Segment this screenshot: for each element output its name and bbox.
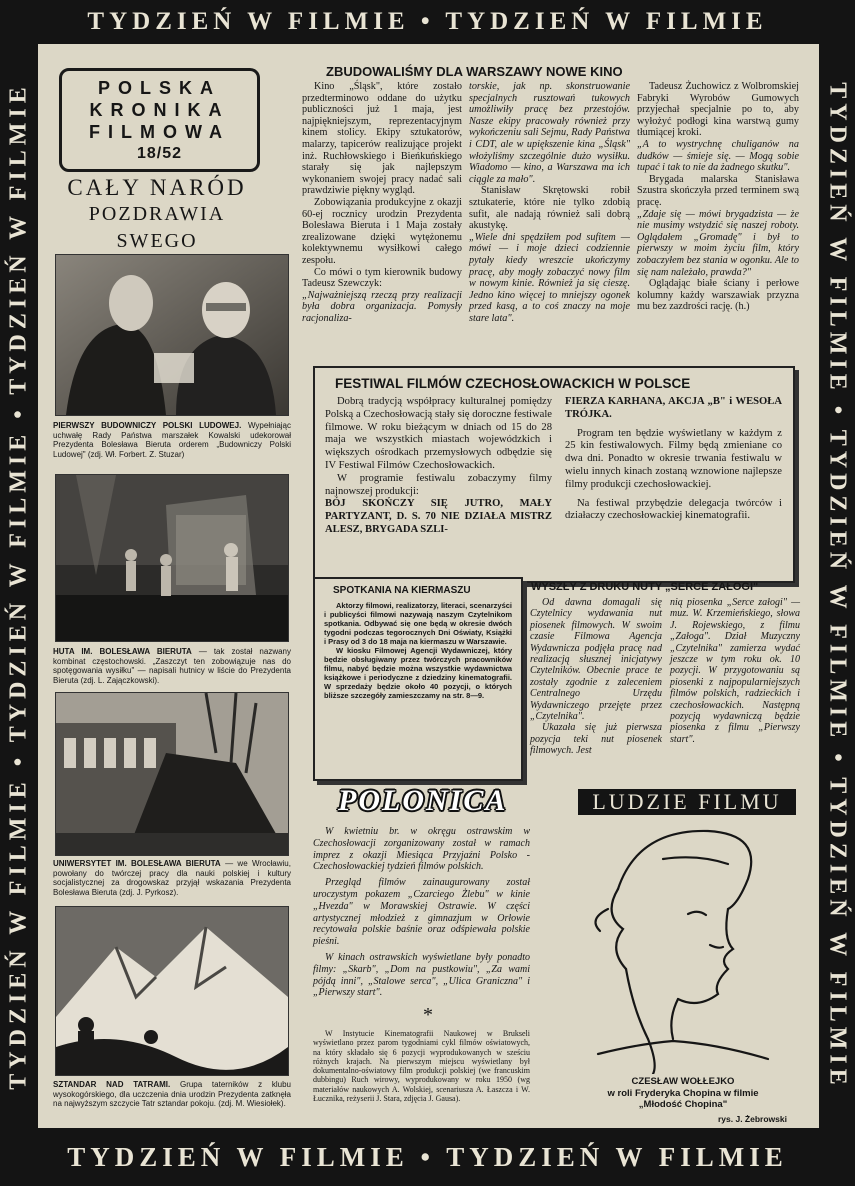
kino-column-3 (637, 81, 799, 313)
polonica-paragraph: W Instytucie Kinematografii Naukowej w Brukseli wyświetlano przez parom tygodniami cykl filmów oświatowych, na który składało się 6 pozycji wyprodukowanych w sześciu różnych krajach. Na pierwszym miejscu wyświetlany był dokumentalno-oświatowy film produkcji polskiej (we francuskim dubbingu) Ruch wirowy, wyprodukowany w roku 1950 (wg materiałów naukowych A. Wolskiej, scenariusza A. Łaszcza i W. Łucznika, reżyserii J. Stara, zdjęcia J. Gausa). (313, 1029, 530, 1104)
photo-steelworks (55, 474, 289, 642)
article-title-festival: FESTIWAL FILMÓW CZECHOSŁOWACKICH W POLSCE (335, 376, 691, 391)
page-content (38, 44, 819, 1128)
frame-bottom-text: TYDZIEŃ W FILMIE • TYDZIEŃ W FILMIE (67, 1141, 788, 1172)
festival-film-list: FIERZA KARHANA, AKCJA „B" i WESOŁA TRÓJKA. (565, 396, 782, 420)
caption-2 (53, 647, 291, 685)
nuty-text: nią piosenka „Serce załogi" — muz. W. Krzemieńskiego, słowa J. Rojewskiego, z filmu „Załoga". Dział Muzyczny „Czytelnika" zamierza wydać jeszcze w tym roku ok. 10 pozycji. W przygotowaniu są piosenki z najpopularniejszych filmów polskich, radzieckich i czechosłowackich. Następną pozycją wydawniczą będzie piosenka z filmu „Pierwszy start". (670, 597, 800, 745)
article-title-nuty: WYSZŁY Z DRUKU NUTY „SERCE ZAŁOGI" (531, 581, 759, 593)
kino-paragraph: Kino „Śląsk", które zostało przedterminowo oddane do użytku publiczności już 1 maja, jest najpiękniejszym, reprezentacyjnym kinem stolicy. Ekipy sztukatorów, malarzy, tapicerów realizujące projekt inż. Ruchłowskiego i Bieńkuńskiego starały się jak najlepszym wykonaniem swojej pracy nadać sali prawdziwie piękny wygląd. (302, 81, 462, 197)
nuty-text: Ukazała się już pierwsza pozycja teki nut piosenek filmowych. Jest (530, 722, 662, 757)
kino-paragraph: Oglądając białe ściany i perłowe kolumny każdy warszawiak przyzna mu bez zazdrości rację. (h.) (637, 278, 799, 313)
caption-4 (53, 1080, 291, 1109)
photo-president-decoration (55, 254, 289, 416)
role-name: Fryderyka Chopina (634, 1087, 722, 1099)
polonica-paragraph: W kwietniu br. w okręgu ostrawskim w Czechosłowacji zorganizowany został w ramach imprez z okazji Miesiąca Przyjaźni Polsko - Czechosłowackiej tydzień filmów polskich. (313, 826, 530, 873)
illustrator-credit: rys. J. Żebrowski (718, 1114, 787, 1124)
portrait-caption (558, 1076, 808, 1111)
festival-column-1 (325, 396, 552, 537)
nuty-column-1 (530, 597, 662, 757)
frame-right-text: TYDZIEŃ W FILMIE • TYDZIEŃ W FILMIE • TYDZIEŃ W FILMIE (824, 82, 851, 1090)
festival-film-list: BÓJ SKOŃCZY SIĘ JUTRO, MAŁY PARTYZANT, D. S. 70 NIE DZIAŁA MISTRZ ALESZ, BRYGADA SZLI- (325, 498, 552, 535)
caption-1 (53, 421, 291, 459)
ludzie-filmu-header: LUDZIE FILMU (578, 789, 796, 815)
film-title: „Młodość Chopina" (638, 1099, 728, 1110)
caption-title: SZTANDAR NAD TATRAMI. (53, 1080, 171, 1089)
issue-number: 18/52 (136, 145, 183, 162)
caption-word: w filmie (723, 1087, 759, 1099)
headline-line: CAŁY NARÓD (67, 175, 247, 200)
caption-3 (53, 859, 291, 897)
kino-quote: „Najważniejszą rzeczą przy realizacji była dobra organizacja. Pomysły racjonaliza- (302, 289, 462, 324)
nuty-text: Od dawna domagali się Czytelnicy wydawania nut piosenek filmowych. W swoim czasie Filmowa Agencja Wydawnicza podjęła pracę nad realizacją słusznej inicjatywy Czytelników. Obecnie prace te zostały zgodnie z zaleceniem Centralnego Urzędu Wydawniczego przejęte przez „Czytelnika". (530, 597, 662, 723)
kino-column-1 (302, 81, 462, 324)
frame-left-banner (0, 44, 38, 1128)
polonica-brussels (313, 1029, 530, 1103)
kino-quote: torskie, jak np. skonstruowanie specjalnych rusztowań tukowych umożliwiły pracę bez przestojów. Nasze ekipy pracowały również przy wykończeniu sali Sejmu, Rady Państwa i CDT, ale w upiększenie kina „Śląsk" włożyliśmy szczególnie dużo wysiłku. Wiadomo — kino, a Warszawa ma ich ciągle za mało". (469, 81, 630, 185)
frame-right-banner (819, 44, 855, 1128)
separator-asterisk: * (423, 1004, 433, 1026)
polonica-paragraph: Przegląd filmów zainaugurowany został uroczystym pokazem „Czarciego Żlebu" w kinie „Hvezda" w Morawskiej Ostrawie. W części artystycznej młodzież z gimnazjum w Orłowie recytowała polskie baśnie oraz odśpiewała polskie pieśni. (313, 877, 530, 948)
caption-text: — we Wrocławiu, powołany do twórczej pracy dla nauki polskiej i kultury socjalistycznej za drogowskaz przyjął wskazania Prezydenta Bolesława Bieruta (zdj. J. Pyrkosz). (53, 859, 291, 897)
portrait-sketch (578, 819, 796, 1074)
kiermasz-box (313, 577, 523, 781)
kino-paragraph: Zobowiązania produkcyjne z okazji 60-ej rocznicy urodzin Prezydenta Bolesława Bieruta i 1 Maja zostały zrealizowane dzięki wytężonemu kolektywnemu wysiłkowi całego zespołu. (302, 196, 462, 266)
frame-left-text: TYDZIEŃ W FILMIE • TYDZIEŃ W FILMIE • TYDZIEŃ W FILMIE (5, 82, 32, 1090)
festival-paragraph: Dobrą tradycją współpracy kulturalnej pomiędzy Polską a Czechosłowacją stały się doroczne festiwale filmowe. W roku bieżącym w dniach od 15 do 28 maja we wszystkich miastach wojewódzkich i większych ośrodkach przemysłowych odbędzie się IV Festiwal Filmów Czechosłowackich. (325, 396, 552, 471)
caption-text: — tak został nazwany kombinat częstochowski. „Zaszczyt ten zobowiązuje nas do spotęgowania wysiłku" — napisali hutnicy w liście do Prezydenta Bieruta (zdj. L. Zajączkowski). (53, 647, 292, 685)
kino-quote: „Zdaje się — mówi brygadzista — że nie musimy wstydzić się naszej roboty. Oglądałem „Gromadę" i był to pierwszy w moim życiu film, który zobaczyłem bez stania w ogonku. Ale to się nam należało, prawda?" (637, 208, 799, 278)
festival-paragraph: Program ten będzie wyświetlany w każdym z 25 kin festiwalowych. Filmy będą zmieniane co dwa dni. Ponadto w okresie trwania festiwalu w wielu innych kinach zostaną wznowione najlepsze filmy produkcji czechosłowackiej. (565, 427, 782, 490)
polonica-text (313, 826, 530, 999)
kino-column-2 (469, 81, 630, 324)
kino-paragraph: Stanisław Skrętowski robił sztukaterie, które nie tylko zdobią sufit, ale nadają również sali dobrą akustykę. (469, 185, 630, 232)
kiermasz-paragraph: W kiosku Filmowej Agencji Wydawniczej, który będzie obsługiwany przez twórczych pracowników filmu, nabyć będzie można wszystkie wydawnictwa książkowe i periodyczne z dziedziny kinematografii. W sprzedaży będzie około 40 pozycji, o których bliższe szczegóły zamieszczamy na str. 8—9. (324, 646, 512, 700)
kiermasz-text (324, 601, 512, 700)
masthead-line: POLSKA (97, 78, 221, 98)
caption-text: Wypełniając uchwałę Rady Państwa marszałek Kowalski udekorował Prezydenta Bolesława Bieruta orderem „Budowniczy Polski Ludowej" (zdj. Wł. Forbert. Z. Stuzar) (53, 421, 291, 459)
caption-word: w roli (607, 1087, 633, 1099)
caption-title: HUTA IM. BOLESŁAWA BIERUTA (53, 647, 192, 656)
frame-top-banner (0, 0, 855, 44)
masthead-line: KRONIKA (89, 100, 230, 120)
photo-university (55, 692, 289, 856)
kino-paragraph: Brygada malarska Stanisława Szustra skończyła przed terminem swą pracę. (637, 173, 799, 208)
festival-box (313, 366, 795, 583)
masthead-line: FILMOWA (89, 122, 230, 142)
kino-quote: „Wiele dni spędziłem pod sufitem — mówi — i moje dzieci codziennie pytały kiedy wreszcie ukończymy pracę, aby mogły zobaczyć nowy film w nowym kinie. Również ja się cieszę. Jedno kino więcej to mniejszy ogonek przed kasą, a to coś znaczy na moje stare lata". (469, 231, 630, 324)
actor-name: CZESŁAW WOŁŁEJKO (631, 1076, 735, 1087)
photo-tatra-mountains (55, 906, 289, 1076)
kiermasz-paragraph: Aktorzy filmowi, realizatorzy, literaci, scenarzyści i publicyści filmowi nazywają naszym Czytelnikom spotkania. Odbywać się one będą w okresie dwóch tygodni podczas tegorocznych Dni Oświaty, Książki i Prasy od 3 do 18 maja na kiermaszu w Warszawie. (324, 601, 512, 646)
article-title-kiermasz: SPOTKANIA NA KIERMASZU (333, 585, 471, 596)
festival-paragraph: W programie festiwalu zobaczymy filmy najnowszej produkcji: (325, 472, 552, 497)
kino-paragraph: Tadeusz Żuchowicz z Wolbromskiej Fabryki Wyrobów Gumowych przyjechał specjalnie po to, aby wyłożyć podłogi kina warstwą gumy tłumiącej kroki. (637, 81, 799, 139)
festival-paragraph: Na festiwal przybędzie delegacja twórców i działaczy czechosłowackiej kinematografii. (565, 497, 782, 522)
headline-line: POZDRAWIA SWEGO (88, 203, 226, 252)
frame-top-text: TYDZIEŃ W FILMIE • TYDZIEŃ W FILMIE (87, 8, 768, 35)
polonica-paragraph: W kinach ostrawskich wyświetlane były ponadto filmy: „Skarb", „Dom na pustkowiu", „Za wami pójdą inni", „Stalowe serca", „Ulica Graniczna" i „Pierwszy start". (313, 951, 530, 999)
frame-bottom-banner (0, 1128, 855, 1186)
nuty-column-2 (670, 597, 800, 745)
caption-title: UNIWERSYTET IM. BOLESŁAWA BIERUTA (53, 859, 221, 868)
kino-quote: „A to wystrychnę chuliganów na dudków — śmieje się. — Mogą sobie tupać i tak to nie da żadnego skutku". (637, 138, 799, 174)
kino-paragraph: Co mówi o tym kierownik budowy Tadeusz Szewczyk: (302, 266, 462, 290)
masthead-box (59, 68, 260, 172)
polonica-heading: POLONICA (338, 784, 508, 817)
caption-title: PIERWSZY BUDOWNICZY POLSKI LUDOWEJ. (53, 421, 242, 430)
caption-text: Grupa taterników z klubu wysokogórskiego, dla uczczenia dnia urodzin Prezydenta zatknęła na najwyższym szczycie Tatr sztandar pokoju. (zdj. M. Wiesiołek). (53, 1080, 291, 1108)
article-title-kino: ZBUDOWALIŚMY DLA WARSZAWY NOWE KINO (326, 64, 623, 79)
festival-column-2 (565, 396, 782, 523)
